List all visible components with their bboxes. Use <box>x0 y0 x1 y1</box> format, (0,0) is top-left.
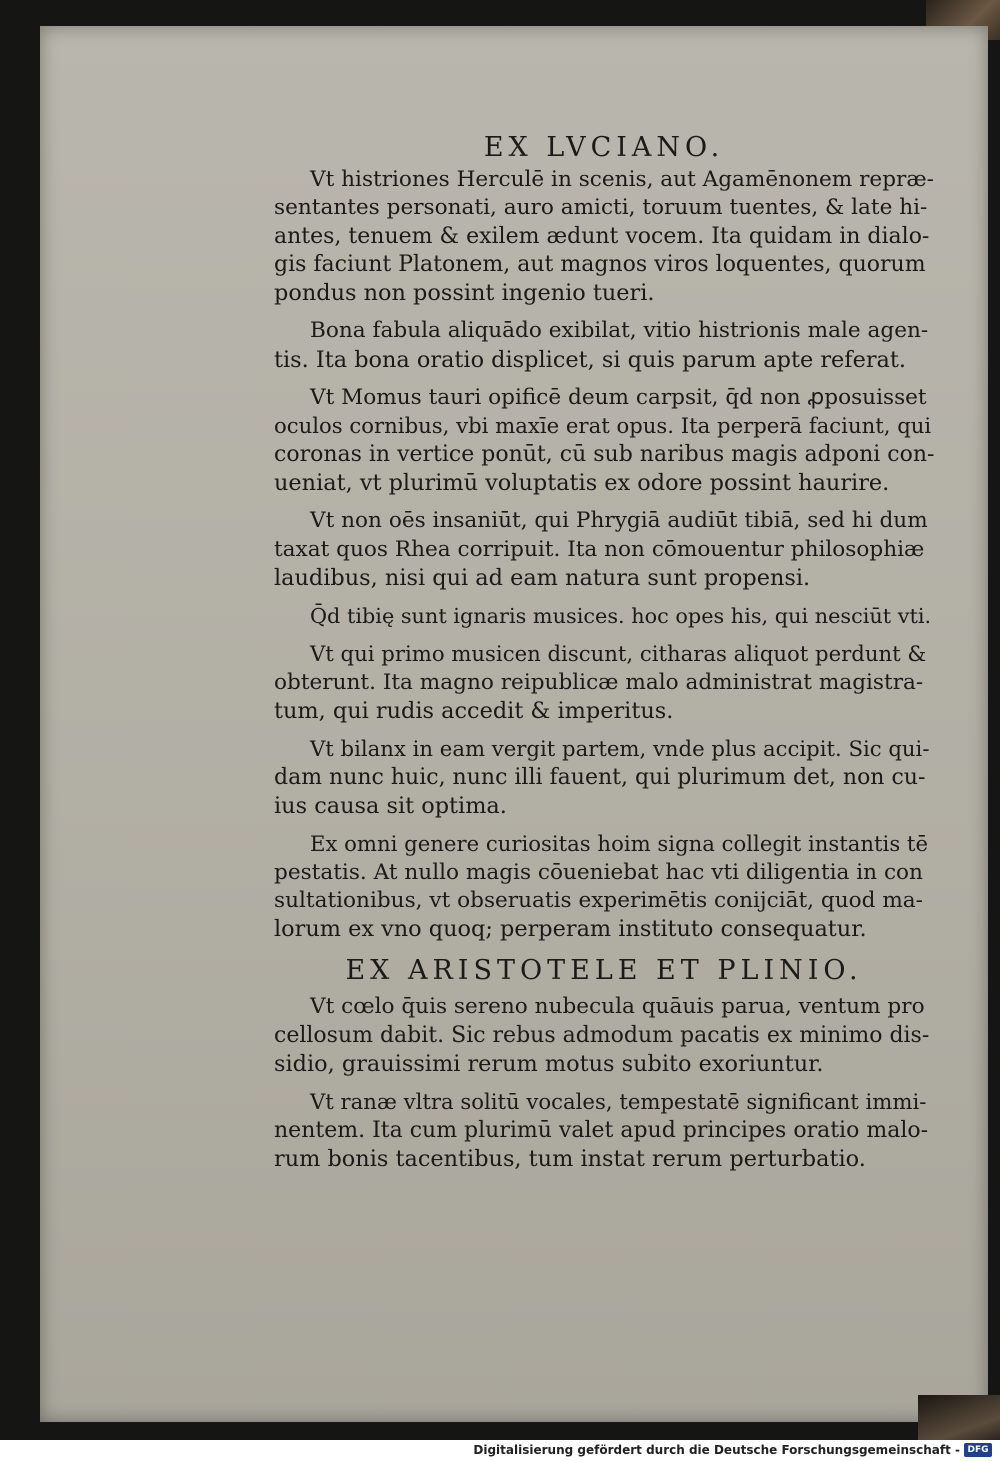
text-line: lorum ex vno quoq; perperam instituto consequatur. <box>274 916 867 943</box>
text-line: oculos cornibus, vbi maxīe erat opus. Ita perperā faciunt, qui <box>274 413 932 439</box>
footer-bar <box>0 1440 1000 1461</box>
section-body-aristotle <box>274 993 934 1173</box>
paragraph <box>274 640 934 725</box>
text-line: pondus non possint ingenio tueri. <box>274 280 655 307</box>
text-line: dam nunc huic, nunc illi fauent, qui plurimum det, non cu- <box>274 764 926 790</box>
text-line: rum bonis tacentibus, tum instat rerum perturbatio. <box>274 1145 866 1172</box>
text-line: coronas in vertice ponūt, cū sub naribus magis adponi con- <box>274 441 935 467</box>
text-line: Vt Momus tauri opificē deum carpsit, q̄d non ꝓposuisset <box>310 385 927 411</box>
text-line: gis faciunt Platonem, aut magnos viros loquentes, quorum <box>274 251 926 277</box>
text-line: Q̄d tibię sunt ignaris musices. hoc opes his, qui nesciūt vti. <box>310 604 932 629</box>
paragraph <box>274 384 934 497</box>
text-line: tum, qui rudis accedit & imperitus. <box>274 698 674 725</box>
paragraph <box>274 507 934 592</box>
section-heading-aristotle: EX ARISTOTELE ET PLINIO. <box>345 955 863 987</box>
paragraph <box>274 166 934 307</box>
text-line: Vt qui primo musicen discunt, citharas aliquot perdunt & <box>310 641 927 667</box>
text-line: Vt non oēs insaniūt, qui Phrygiā audiūt tibiā, sed hi dum <box>310 508 928 534</box>
text-line: Bona fabula aliquādo exibilat, vitio histrionis male agen- <box>310 318 929 344</box>
paragraph <box>274 1088 934 1173</box>
text-line: ius causa sit optima. <box>274 792 507 819</box>
text-line: cellosum dabit. Sic rebus admodum pacatis ex minimo dis- <box>274 1022 930 1048</box>
text-line: tis. Ita bona oratio displicet, si quis parum apte referat. <box>274 346 906 373</box>
text-line: Ex omni genere curiositas hoim signa collegit instantis tē <box>310 831 928 857</box>
text-block <box>274 132 934 1183</box>
footer-credit: Digitalisierung gefördert durch die Deutsche Forschungsgemeinschaft - <box>473 1443 960 1457</box>
paragraph <box>274 735 934 820</box>
paragraph <box>274 317 934 374</box>
text-line: taxat quos Rhea corripuit. Ita non cōmouentur philosophiæ <box>274 536 925 562</box>
section-heading-lucian: EX LVCIANO. <box>483 132 725 163</box>
text-line: Vt ranæ vltra solitū vocales, tempestatē significant immi- <box>310 1089 927 1115</box>
text-line: obterunt. Ita magno reipublicæ malo administrat magistra- <box>274 669 924 695</box>
dfg-logo: DFG <box>964 1443 992 1457</box>
text-line: sultationibus, vt obseruatis experimētis conijciāt, quod ma- <box>274 887 923 913</box>
text-line: Vt histriones Herculē in scenis, aut Agamēnonem repræ- <box>310 167 934 192</box>
section-body-lucian <box>274 166 934 943</box>
paragraph <box>274 602 934 630</box>
text-line: sidio, grauissimi rerum motus subito exoriuntur. <box>274 1051 824 1078</box>
text-line: ueniat, vt plurimū voluptatis ex odore possint haurire. <box>274 469 890 496</box>
paragraph <box>274 830 934 943</box>
paper-edge-bottom <box>918 1395 1000 1440</box>
text-line: pestatis. At nullo magis cōueniebat hac vti diligentia in con <box>274 859 923 885</box>
text-line: sentantes personati, auro amicti, toruum tuentes, & late hi- <box>274 195 928 221</box>
text-line: nentem. Ita cum plurimū valet apud principes oratio malo- <box>274 1117 929 1143</box>
text-line: Vt cœlo q̄uis sereno nubecula quāuis parua, ventum pro <box>310 994 925 1020</box>
text-line: laudibus, nisi qui ad eam natura sunt propensi. <box>274 564 811 591</box>
paragraph <box>274 993 934 1078</box>
text-line: Vt bilanx in eam vergit partem, vnde plus accipit. Sic qui- <box>310 736 930 762</box>
text-line: antes, tenuem & exilem ædunt vocem. Ita quidam in dialo- <box>274 223 930 249</box>
